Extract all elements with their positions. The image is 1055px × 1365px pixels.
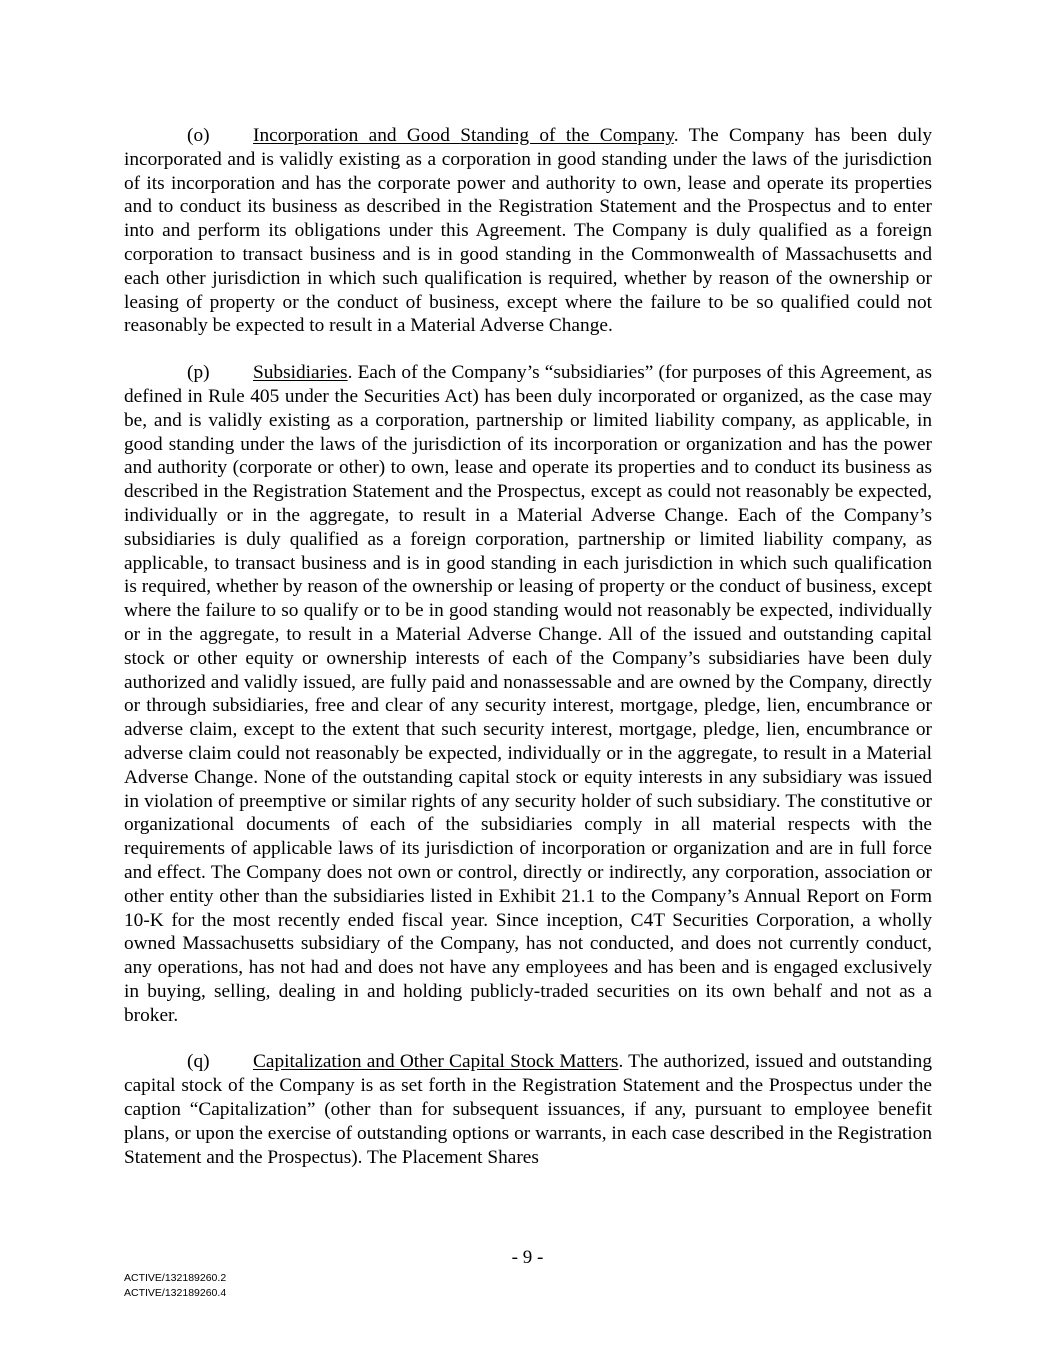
paragraph-text: . The Company has been duly incorporated and is validly existing as a corporation in good standing under the laws of the jurisdiction of its incorporation and has the corporate power and authority to own, lease and operate its properties and to conduct its business as described in the Registration Statement and the Prospectus and to enter into and perform its obligations under this Agreement. The Company is duly qualified as a foreign corporation to transact business and is in good standing in the Commonwealth of Massachusetts and each other jurisdiction in which such qualification is required, whether by reason of the ownership or leasing of property or the conduct of business, except where the failure to be so qualified could not reasonably be expected to result in a Material Adverse Change. xyxy=(124,125,932,337)
document-body xyxy=(124,124,932,1192)
paragraph-label: (p) xyxy=(187,362,210,384)
paragraph-label: (q) xyxy=(187,1051,210,1073)
paragraph-text: . Each of the Company’s “subsidiaries” (for purposes of this Agreement, as defined in Rule 405 under the Securities Act) has been duly incorporated or organized, as the case may be, and is validly existing as a corporation, partnership or limited liability company, as applicable, in good standing under the laws of the jurisdiction of its incorporation or organization and has the power and authority (corporate or other) to own, lease and operate its properties and to conduct its business as described in the Registration Statement and the Prospectus, except as could not reasonably be expected, individually or in the aggregate, to result in a Material Adverse Change. Each of the Company’s subsidiaries is duly qualified as a foreign corporation, partnership or limited liability company, as applicable, to transact business and is in good standing in each jurisdiction in which such qualification is required, whether by reason of the ownership or leasing of property or the conduct of business, except where the failure to so qualify or to be in good standing would not reasonably be expected, individually or in the aggregate, to result in a Material Adverse Change. All of the issued and outstanding capital stock or other equity or ownership interests of each of the Company’s subsidiaries have been duly authorized and validly issued, are fully paid and nonassessable and are owned by the Company, directly or through subsidiaries, free and clear of any security interest, mortgage, pledge, lien, encumbrance or adverse claim, except to the extent that such security interest, mortgage, pledge, lien, encumbrance or adverse claim could not reasonably be expected, individually or in the aggregate, to result in a Material Adverse Change. None of the outstanding capital stock or equity interests in any subsidiary was issued in violation of preemptive or similar rights of any security holder of such subsidiary. The constitutive or organizational documents of each of the subsidiaries comply in all material respects with the requirements of applicable laws of its jurisdiction of incorporation or organization and are in full force and effect. The Company does not own or control, directly or indirectly, any corporation, association or other entity other than the subsidiaries listed in Exhibit 21.1 to the Company’s Annual Report on Form 10-K for the most recently ended fiscal year. Since inception, C4T Securities Corporation, a wholly owned Massachusetts subsidiary of the Company, has not conducted, and does not currently conduct, any operations, has not had and does not have any employees and has been and is engaged exclusively in buying, selling, dealing in and holding publicly-traded securities on its own behalf and not as a broker. xyxy=(124,362,932,1026)
paragraph-heading: Incorporation and Good Standing of the Company xyxy=(253,125,674,146)
footer-doc-id-2: ACTIVE/132189260.4 xyxy=(124,1287,227,1299)
paragraph-heading: Capitalization and Other Capital Stock Matters xyxy=(253,1051,619,1073)
paragraph-heading: Subsidiaries xyxy=(253,362,348,384)
document-footer xyxy=(124,1271,226,1301)
paragraph-p xyxy=(124,361,932,1027)
paragraph-text: . The authorized, issued and outstanding capital stock of the Company is as set forth in the Registration Statement and the Prospectus under the caption “Capitalization” (other than for subsequent issuances, if any, pursuant to employee benefit plans, or upon the exercise of outstanding options or warrants, in each case described in the Registration Statement and the Prospectus). The Placement Shares xyxy=(124,1051,932,1168)
paragraph-q xyxy=(124,1050,932,1169)
paragraph-o xyxy=(124,124,932,338)
footer-doc-id-1: ACTIVE/132189260.2 xyxy=(124,1272,227,1284)
page-number: - 9 - xyxy=(511,1247,544,1268)
paragraph-label: (o) xyxy=(187,125,210,146)
